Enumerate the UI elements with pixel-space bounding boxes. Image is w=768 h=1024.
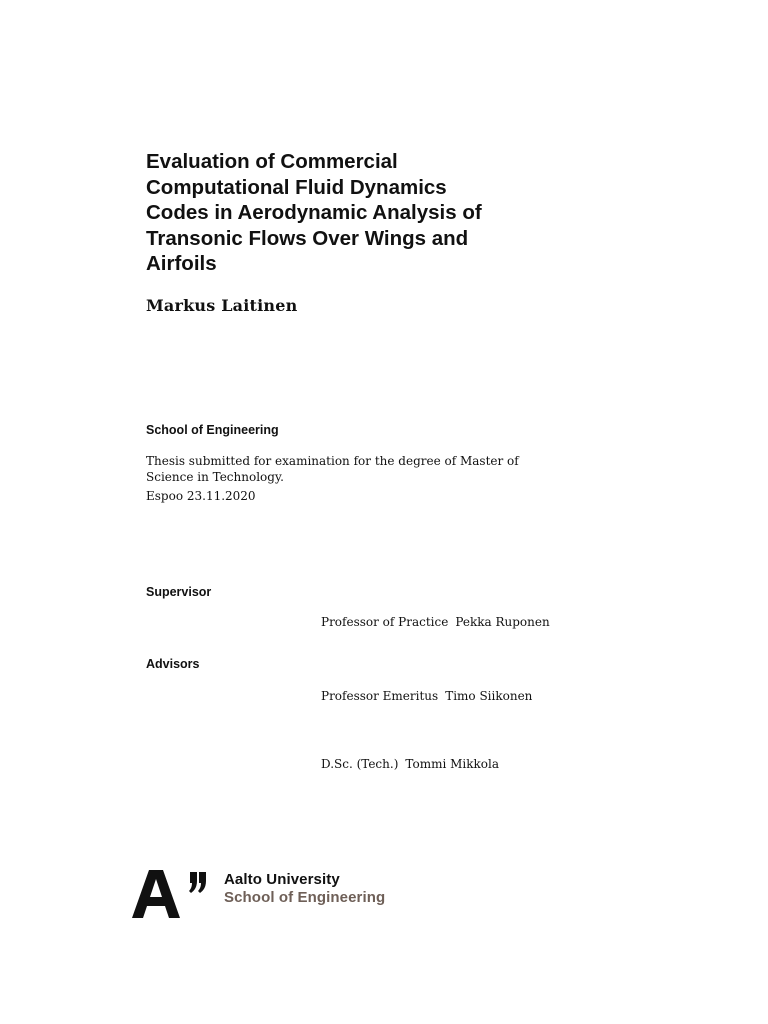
thesis-title: Evaluation of Commercial Computational Fluid Dynamics Codes in Aerodynamic Analysis of Transonic Flows Over Wings and Airfoils	[146, 150, 482, 276]
supervisor-title: Professor of Practice	[321, 615, 449, 629]
advisor-title: Professor Emeritus	[321, 689, 439, 703]
advisor-title: D.Sc. (Tech.)	[321, 757, 399, 771]
place-date: Espoo 23.11.2020	[146, 489, 256, 503]
supervisor-name: Pekka Ruponen	[455, 615, 550, 629]
aalto-logo	[132, 869, 432, 921]
logo-school-name: School of Engineering	[224, 889, 386, 906]
advisor-name: Tommi Mikkola	[405, 757, 499, 771]
supervisor-label: Supervisor	[146, 585, 212, 599]
advisor-name: Timo Siikonen	[445, 689, 533, 703]
advisor-entry	[321, 689, 532, 703]
author-name: Markus Laitinen	[146, 296, 298, 315]
advisor-entry	[321, 757, 499, 771]
submission-statement: Thesis submitted for examination for the degree of Master of Science in Technology.	[146, 454, 519, 484]
supervisor-entry	[321, 615, 550, 629]
school-name: School of Engineering	[146, 423, 279, 437]
logo-university-name: Aalto University	[224, 871, 340, 888]
advisors-label: Advisors	[146, 657, 200, 671]
aalto-a-mark-icon	[132, 869, 210, 919]
